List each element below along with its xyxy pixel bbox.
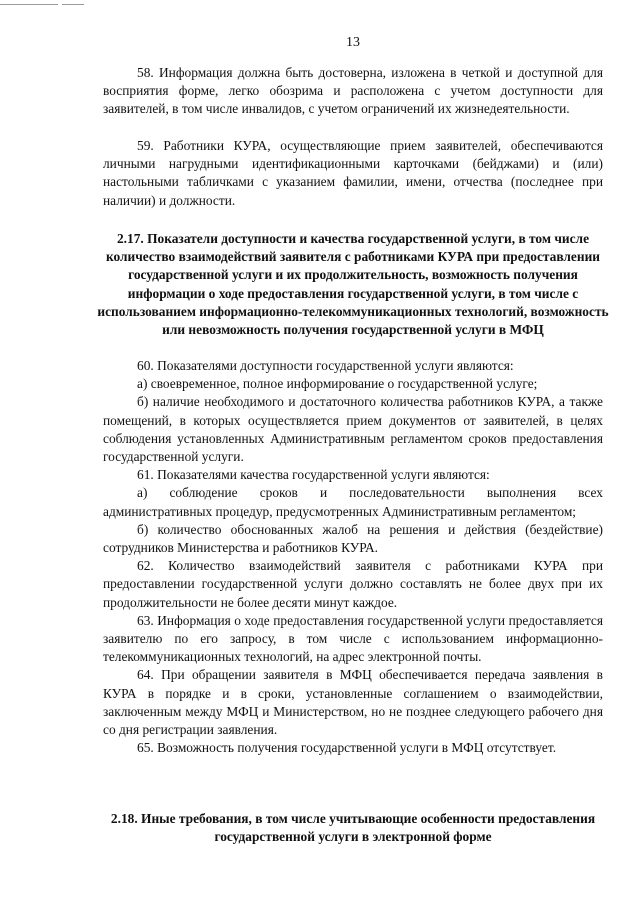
section-heading-2-17: 2.17. Показатели доступности и качества государственной услуги, в том числе количество взаимодействий заявителя с работниками КУРА при предоставлении государственной услуги и их продолжительность, возможность получения информации о ходе предоставления государственной услуги, в том числе с использованием информационно-телекоммуникационных технологий, возможность или невозможность получения государственной услуги в МФЦ [97, 231, 609, 338]
paragraph-59: 59. Работники КУРА, осуществляющие прием заявителей, обеспечиваются личными нагрудными идентификационными карточками (бейджами) и (или) настольными табличками с указанием фамилии, имени, отчества (последнее при наличии) и должности. [103, 138, 603, 208]
section-2-17-body [103, 357, 603, 757]
scan-edge-line [62, 4, 84, 5]
page-number: 13 [346, 35, 360, 50]
paragraph-61a: а) соблюдение сроков и последовательности выполнения всех административных процедур, предусмотренных Административным регламентом; [103, 485, 603, 519]
scan-edge-line [0, 4, 58, 5]
paragraph-58: 58. Информация должна быть достоверна, изложена в четкой и доступной для восприятия форме, легко обозрима и расположена с учетом доступности для заявителей, в том числе инвалидов, с учетом ограничений их жизнедеятельности. [103, 65, 603, 117]
paragraph-63: 63. Информация о ходе предоставления государственной услуги предоставляется заявителю по его запросу, в том числе с использованием информационно-телекоммуникационных технологий, на адрес электронной почты. [103, 612, 603, 665]
paragraph-65: 65. Возможность получения государственной услуги в МФЦ отсутствует. [137, 740, 557, 756]
paragraph-61b: б) количество обоснованных жалоб на решения и действия (бездействие) сотрудников Министерства и работников КУРА. [103, 521, 603, 556]
paragraph-60b: б) наличие необходимого и достаточного количества работников КУРА, а также помещений, в которых осуществляется прием документов от заявителей, в целях соблюдения установленных Административным регламентом сроков предоставления государственной услуги. [103, 394, 603, 465]
paragraph-60a: а) своевременное, полное информирование о государственной услуге; [137, 376, 538, 392]
paragraph-64: 64. При обращении заявителя в МФЦ обеспечивается передача заявления в КУРА в порядке и в сроки, установленные соглашением о взаимодействии, заключенным между МФЦ и Министерством, но не позднее следующего рабочего дня со дня регистрации заявления. [103, 667, 603, 738]
paragraph-60: 60. Показателями доступности государственной услуги являются: [137, 358, 514, 373]
paragraph-61: 61. Показателями качества государственной услуги являются: [137, 467, 490, 483]
paragraph-62: 62. Количество взаимодействий заявителя с работниками КУРА при предоставлении государственной услуги должно составлять не более двух при их продолжительности не более десяти минут каждое. [103, 558, 603, 610]
section-heading-2-18: 2.18. Иные требования, в том числе учитывающие особенности предоставления государственной услуги в электронной форме [110, 811, 596, 845]
